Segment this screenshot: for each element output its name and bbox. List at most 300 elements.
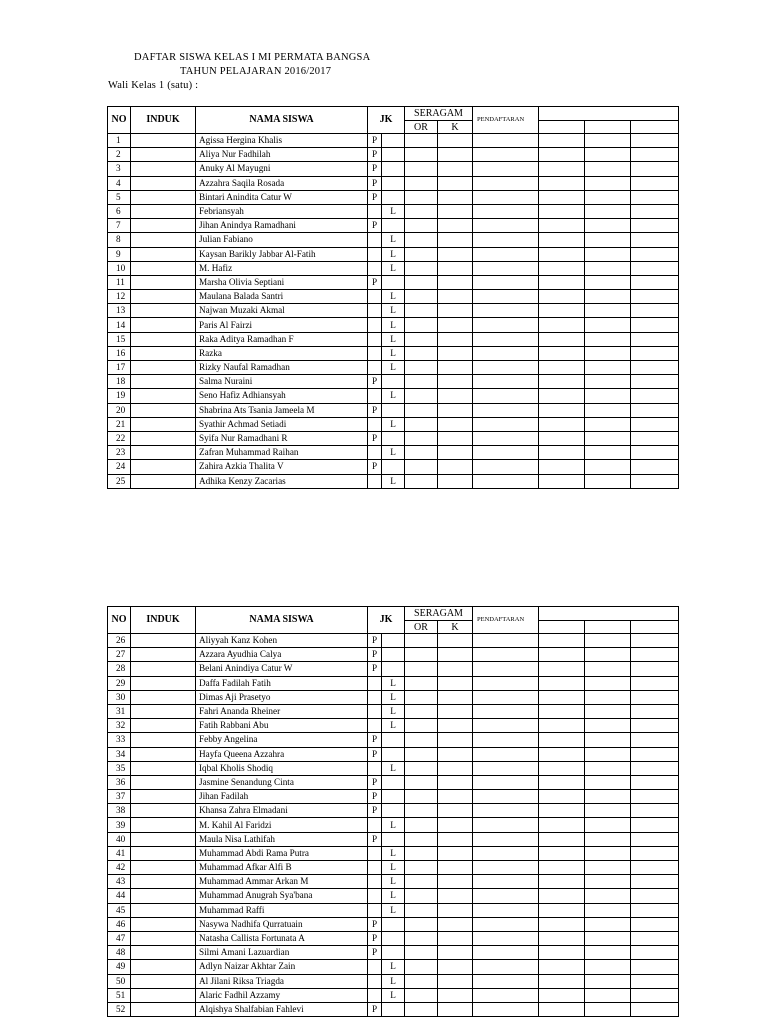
row-number: 17 [108,361,131,375]
row-blank [585,204,631,218]
row-gender-l: L [382,988,405,1002]
student-row [108,474,679,488]
row-blank [585,634,631,648]
row-student-name: Muhammad Raffi [196,903,368,917]
row-blank [539,261,585,275]
row-number: 39 [108,818,131,832]
col-header-no: NO [108,107,131,134]
row-seragam-or [405,946,438,960]
row-pendaftaran [473,233,539,247]
row-blank [631,219,679,233]
row-seragam-k [438,460,473,474]
row-student-name: Syathir Achmad Setiadi [196,417,368,431]
row-number: 42 [108,861,131,875]
row-gender-l [382,648,405,662]
row-pendaftaran [473,704,539,718]
row-blank [631,974,679,988]
row-seragam-k [438,988,473,1002]
row-seragam-k [438,190,473,204]
row-blank [631,775,679,789]
row-blank [539,375,585,389]
row-number: 41 [108,846,131,860]
row-gender-l: L [382,247,405,261]
row-gender-l: L [382,875,405,889]
row-gender-l: L [382,346,405,360]
row-gender-l: L [382,846,405,860]
row-blank [631,690,679,704]
row-pendaftaran [473,889,539,903]
row-induk [131,261,196,275]
row-blank [539,634,585,648]
row-gender-p [368,290,382,304]
row-blank [539,318,585,332]
student-row [108,204,679,218]
row-number: 4 [108,176,131,190]
row-blank [585,375,631,389]
row-pendaftaran [473,875,539,889]
row-student-name: M. Kahil Al Faridzi [196,818,368,832]
row-gender-l: L [382,889,405,903]
row-blank [631,389,679,403]
row-blank [539,474,585,488]
row-blank [585,290,631,304]
col-header-induk: INDUK [131,607,196,634]
row-blank [585,389,631,403]
row-pendaftaran [473,247,539,261]
row-number: 15 [108,332,131,346]
row-blank [585,304,631,318]
row-gender-p: P [368,1002,382,1016]
row-seragam-k [438,818,473,832]
row-blank [631,804,679,818]
row-blank [631,875,679,889]
row-gender-p: P [368,747,382,761]
student-row [108,389,679,403]
row-blank [539,790,585,804]
row-induk [131,247,196,261]
row-student-name: Dimas Aji Prasetyo [196,690,368,704]
row-student-name: Belani Anindiya Catur W [196,662,368,676]
row-pendaftaran [473,204,539,218]
row-seragam-k [438,648,473,662]
row-seragam-or [405,804,438,818]
row-induk [131,761,196,775]
row-blank [631,733,679,747]
student-row [108,460,679,474]
row-student-name: Salma Nuraini [196,375,368,389]
row-seragam-or [405,389,438,403]
row-induk [131,460,196,474]
row-induk [131,747,196,761]
row-pendaftaran [473,417,539,431]
row-pendaftaran [473,474,539,488]
row-induk [131,875,196,889]
row-seragam-or [405,917,438,931]
row-pendaftaran [473,148,539,162]
row-gender-l [382,460,405,474]
row-gender-l: L [382,290,405,304]
row-gender-l [382,431,405,445]
row-blank [539,247,585,261]
row-blank [585,162,631,176]
student-row [108,960,679,974]
row-number: 46 [108,917,131,931]
student-row [108,889,679,903]
row-seragam-k [438,1002,473,1016]
row-seragam-or [405,247,438,261]
row-blank [539,846,585,860]
row-number: 48 [108,946,131,960]
row-blank [585,804,631,818]
row-seragam-k [438,733,473,747]
row-blank [585,988,631,1002]
col-header-blank [585,621,631,634]
row-number: 43 [108,875,131,889]
student-row [108,431,679,445]
row-blank [631,747,679,761]
row-seragam-k [438,403,473,417]
row-induk [131,219,196,233]
row-blank [539,403,585,417]
row-pendaftaran [473,804,539,818]
row-blank [539,861,585,875]
row-seragam-or [405,676,438,690]
row-student-name: Maula Nisa Lathifah [196,832,368,846]
row-blank [631,946,679,960]
col-header-pendaftaran: PENDAFTARAN [473,107,539,134]
student-row [108,804,679,818]
row-blank [631,704,679,718]
row-blank [631,676,679,690]
row-blank [539,204,585,218]
row-blank [631,318,679,332]
row-blank [585,446,631,460]
row-seragam-or [405,818,438,832]
row-student-name: Zahira Azkia Thalita V [196,460,368,474]
row-number: 13 [108,304,131,318]
row-blank [585,733,631,747]
row-seragam-k [438,474,473,488]
row-blank [585,704,631,718]
row-number: 37 [108,790,131,804]
student-row [108,790,679,804]
student-row [108,747,679,761]
row-induk [131,233,196,247]
row-pendaftaran [473,946,539,960]
student-row [108,988,679,1002]
student-row [108,648,679,662]
student-row [108,946,679,960]
row-blank [585,974,631,988]
row-seragam-or [405,733,438,747]
row-blank [631,818,679,832]
row-blank [539,733,585,747]
row-gender-p [368,719,382,733]
row-blank [631,375,679,389]
row-seragam-or [405,176,438,190]
row-blank [539,974,585,988]
row-pendaftaran [473,304,539,318]
row-blank [585,690,631,704]
row-blank [631,790,679,804]
row-seragam-or [405,889,438,903]
row-seragam-or [405,775,438,789]
row-seragam-k [438,134,473,148]
row-induk [131,275,196,289]
row-seragam-or [405,148,438,162]
row-seragam-k [438,889,473,903]
row-number: 32 [108,719,131,733]
row-gender-l: L [382,304,405,318]
row-gender-p: P [368,275,382,289]
row-blank [631,719,679,733]
row-seragam-or [405,304,438,318]
row-gender-l [382,403,405,417]
row-blank [631,417,679,431]
row-induk [131,676,196,690]
row-blank [585,861,631,875]
row-pendaftaran [473,275,539,289]
row-gender-l: L [382,761,405,775]
row-student-name: Fatih Rabbani Abu [196,719,368,733]
student-row [108,719,679,733]
row-gender-p [368,204,382,218]
row-student-name: Hayfa Queena Azzahra [196,747,368,761]
row-student-name: Jihan Fadilah [196,790,368,804]
row-seragam-k [438,375,473,389]
row-blank [585,233,631,247]
row-gender-l: L [382,818,405,832]
row-blank [585,346,631,360]
row-seragam-or [405,662,438,676]
row-gender-p [368,704,382,718]
row-gender-l [382,747,405,761]
col-header-or: OR [405,621,438,634]
row-blank [631,403,679,417]
row-blank [585,648,631,662]
row-blank [539,332,585,346]
row-blank [585,662,631,676]
row-seragam-k [438,917,473,931]
row-blank [539,460,585,474]
row-pendaftaran [473,917,539,931]
row-number: 22 [108,431,131,445]
row-seragam-k [438,332,473,346]
row-number: 50 [108,974,131,988]
row-gender-l [382,162,405,176]
row-student-name: Muhammad Afkar Alfi B [196,861,368,875]
student-row [108,318,679,332]
row-induk [131,634,196,648]
row-gender-p [368,974,382,988]
row-number: 25 [108,474,131,488]
row-blank [631,446,679,460]
row-pendaftaran [473,219,539,233]
row-induk [131,775,196,789]
row-student-name: Alaric Fadhil Azzamy [196,988,368,1002]
document-year: TAHUN PELAJARAN 2016/2017 [180,66,332,77]
row-blank [539,960,585,974]
row-gender-p [368,903,382,917]
row-blank [539,233,585,247]
student-row [108,903,679,917]
col-header-nama: NAMA SISWA [196,107,368,134]
row-gender-l [382,662,405,676]
row-induk [131,690,196,704]
row-blank [631,960,679,974]
row-pendaftaran [473,332,539,346]
row-student-name: Anuky Al Mayugni [196,162,368,176]
row-blank [631,917,679,931]
row-seragam-or [405,460,438,474]
col-header-or: OR [405,121,438,134]
row-seragam-k [438,861,473,875]
row-gender-l [382,190,405,204]
student-table-2 [107,606,679,1017]
row-seragam-k [438,318,473,332]
row-blank [585,176,631,190]
row-gender-p [368,361,382,375]
row-blank [585,148,631,162]
row-seragam-or [405,861,438,875]
row-number: 44 [108,889,131,903]
row-blank [631,261,679,275]
row-blank [539,931,585,945]
row-gender-p [368,875,382,889]
row-gender-l: L [382,417,405,431]
student-row [108,346,679,360]
row-gender-p: P [368,431,382,445]
row-blank [631,332,679,346]
row-induk [131,190,196,204]
row-number: 21 [108,417,131,431]
row-induk [131,946,196,960]
row-blank [585,676,631,690]
row-pendaftaran [473,747,539,761]
row-pendaftaran [473,190,539,204]
col-header-no: NO [108,607,131,634]
row-student-name: Febriansyah [196,204,368,218]
row-student-name: Fahri Ananda Rheiner [196,704,368,718]
student-row [108,733,679,747]
col-header-blank [631,121,679,134]
row-blank [631,190,679,204]
row-induk [131,832,196,846]
row-induk [131,988,196,1002]
row-blank [539,361,585,375]
row-blank [631,832,679,846]
row-student-name: Shabrina Ats Tsania Jameela M [196,403,368,417]
row-pendaftaran [473,761,539,775]
row-number: 7 [108,219,131,233]
student-row [108,375,679,389]
col-header-blank [539,107,679,121]
student-row [108,247,679,261]
document-title: DAFTAR SISWA KELAS I MI PERMATA BANGSA [134,52,371,63]
row-gender-p [368,960,382,974]
row-seragam-k [438,162,473,176]
row-seragam-k [438,832,473,846]
row-seragam-or [405,690,438,704]
row-blank [539,446,585,460]
row-seragam-or [405,446,438,460]
row-seragam-or [405,275,438,289]
row-induk [131,474,196,488]
row-student-name: Agissa Hergina Khalis [196,134,368,148]
row-blank [539,148,585,162]
row-student-name: Raka Aditya Ramadhan F [196,332,368,346]
row-number: 23 [108,446,131,460]
row-student-name: Bintari Anindita Catur W [196,190,368,204]
row-gender-l: L [382,861,405,875]
student-row [108,704,679,718]
row-pendaftaran [473,818,539,832]
row-number: 38 [108,804,131,818]
student-row [108,974,679,988]
row-student-name: Febby Angelina [196,733,368,747]
row-seragam-k [438,903,473,917]
row-gender-p: P [368,917,382,931]
row-blank [631,304,679,318]
row-blank [631,134,679,148]
row-gender-p [368,474,382,488]
row-seragam-or [405,332,438,346]
row-student-name: Razka [196,346,368,360]
row-student-name: Zafran Muhammad Raihan [196,446,368,460]
row-blank [585,134,631,148]
row-student-name: Natasha Callista Fortunata A [196,931,368,945]
row-blank [585,417,631,431]
row-gender-l: L [382,690,405,704]
row-number: 51 [108,988,131,1002]
row-seragam-k [438,233,473,247]
row-blank [585,219,631,233]
row-pendaftaran [473,931,539,945]
row-blank [585,775,631,789]
row-gender-l [382,946,405,960]
col-header-blank [539,607,679,621]
row-student-name: Alqishya Shalfabian Fahlevi [196,1002,368,1016]
row-gender-p: P [368,460,382,474]
row-gender-l: L [382,960,405,974]
row-pendaftaran [473,690,539,704]
row-blank [585,261,631,275]
row-induk [131,290,196,304]
student-row [108,775,679,789]
row-gender-p: P [368,832,382,846]
row-gender-l: L [382,446,405,460]
row-gender-p: P [368,804,382,818]
row-induk [131,134,196,148]
row-seragam-or [405,988,438,1002]
col-header-k: K [438,121,473,134]
row-number: 47 [108,931,131,945]
row-gender-p [368,861,382,875]
row-number: 40 [108,832,131,846]
student-row [108,662,679,676]
row-student-name: Muhammad Ammar Arkan M [196,875,368,889]
row-blank [539,903,585,917]
row-gender-p [368,318,382,332]
row-blank [585,960,631,974]
row-blank [585,361,631,375]
row-induk [131,176,196,190]
row-blank [631,162,679,176]
row-gender-l [382,219,405,233]
student-row [108,148,679,162]
row-seragam-k [438,389,473,403]
row-pendaftaran [473,662,539,676]
